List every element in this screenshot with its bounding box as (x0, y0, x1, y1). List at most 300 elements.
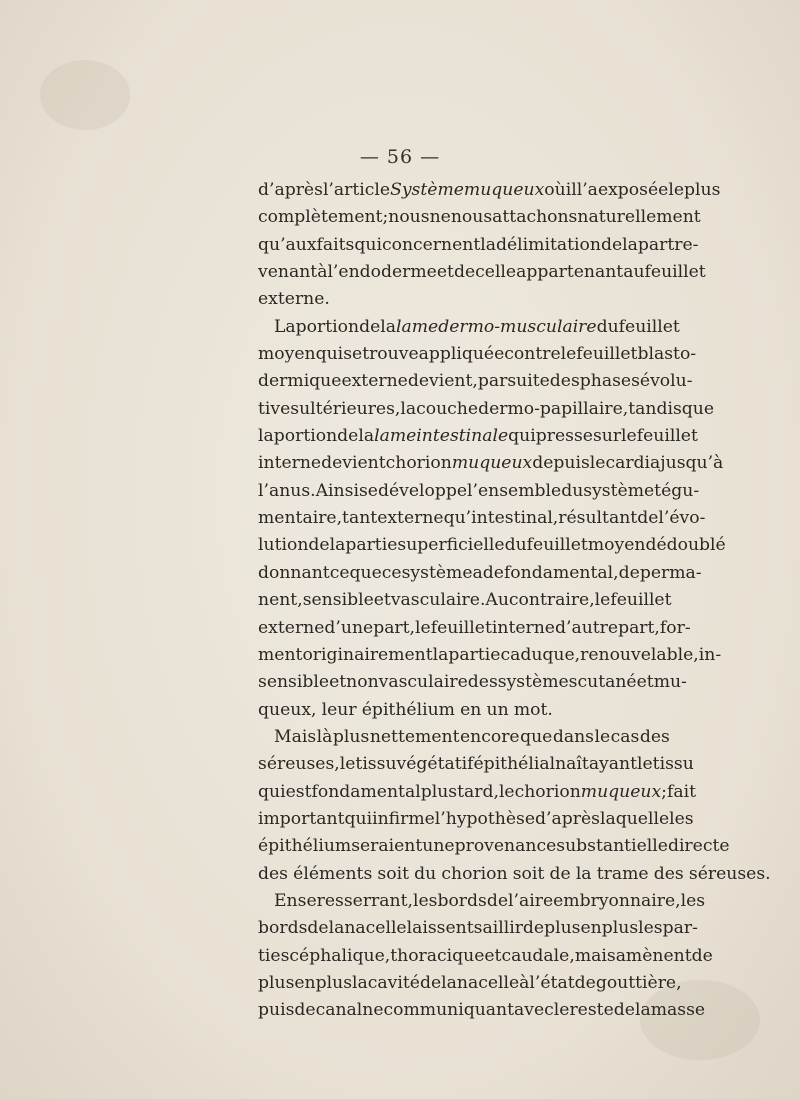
word: des (467, 672, 498, 693)
word: partie (448, 644, 501, 665)
word: laquelle (599, 808, 670, 829)
word: sur (592, 426, 622, 447)
word: portion (295, 316, 360, 337)
word: externe (258, 617, 325, 638)
word: épithélium (361, 699, 455, 720)
word: le (589, 453, 606, 474)
word: perma- (639, 562, 702, 583)
word: la (432, 644, 449, 665)
text-line (258, 997, 706, 1024)
word: que (681, 398, 715, 419)
word: portion (273, 426, 338, 447)
word: dans (552, 726, 594, 747)
word: en (460, 699, 482, 720)
word: originairement (302, 644, 433, 665)
word: nous (450, 207, 493, 228)
word: nacelle (344, 918, 407, 939)
word: des (549, 371, 580, 392)
word: le (553, 1000, 570, 1021)
word: in- (698, 644, 722, 665)
word: partie (345, 535, 398, 556)
word: par (477, 371, 508, 392)
word: part, (373, 617, 416, 638)
word: Système (390, 180, 464, 200)
word: tégu- (654, 480, 700, 501)
word: à (317, 262, 328, 283)
word: dermo-papillaire, (478, 398, 629, 419)
word: la (622, 234, 638, 255)
word: for- (659, 617, 691, 638)
word: chorion (385, 453, 452, 474)
word: de (482, 562, 504, 583)
word: queux, (258, 699, 317, 720)
word: gouttière, (595, 972, 682, 993)
text-line (258, 642, 722, 669)
word: feuillet (644, 262, 706, 283)
word: qui (315, 344, 344, 365)
text-line (258, 259, 706, 286)
word: muqueux (451, 453, 533, 474)
word: La (274, 316, 296, 337)
word: les (638, 918, 663, 939)
word: de (307, 918, 329, 939)
word: plus (332, 726, 370, 747)
word: et (636, 672, 654, 693)
word: l’évo- (658, 508, 706, 529)
word: le (498, 781, 515, 802)
text-line (258, 779, 696, 806)
word: non (346, 672, 379, 693)
word: a (472, 562, 483, 583)
word: devient, (407, 371, 478, 392)
word: de (574, 972, 596, 993)
text-line (258, 751, 694, 778)
word: complètement (258, 207, 383, 228)
text-line (258, 915, 698, 942)
word: de (337, 426, 359, 447)
word: naît (555, 754, 589, 775)
word: chorion (514, 781, 581, 802)
word: contre (504, 344, 561, 365)
word: mu- (653, 672, 687, 693)
text-line (258, 314, 680, 341)
word: qu’aux (258, 234, 317, 255)
word: les (680, 890, 706, 911)
word: séreuses. (688, 863, 771, 884)
text-line (258, 286, 670, 313)
word: chorion (441, 863, 508, 884)
word: par- (662, 918, 698, 939)
text-line (258, 177, 721, 204)
word: cas (610, 726, 640, 747)
word: où (544, 180, 566, 200)
word: le (415, 617, 431, 638)
text-line (258, 669, 687, 696)
text-line (258, 806, 694, 833)
word: ; (661, 781, 667, 802)
word: trame (596, 863, 649, 884)
word: lame (374, 426, 417, 447)
text-line (258, 505, 706, 532)
word: la (634, 1000, 651, 1021)
word: fait (666, 781, 696, 802)
word: sensible (302, 590, 374, 611)
word: plus (544, 918, 581, 939)
word: le (594, 726, 611, 747)
word: il (565, 180, 577, 200)
word: part (637, 234, 675, 255)
word: en (580, 918, 602, 939)
word: que (349, 562, 382, 583)
word: ment (258, 644, 303, 665)
word: lution (258, 535, 309, 556)
word: végétatif (396, 754, 474, 775)
word: mais (574, 945, 616, 966)
word: la (380, 316, 396, 337)
word: la (480, 234, 496, 255)
word: et (329, 672, 347, 693)
text-line (258, 587, 670, 614)
word: un (486, 699, 509, 720)
word: la (575, 863, 592, 884)
text-line (258, 450, 724, 477)
word: ayant (588, 754, 637, 775)
word: se (358, 480, 378, 501)
word: bords (437, 890, 487, 911)
word: phases (579, 371, 640, 392)
word: depuis (532, 453, 590, 474)
word: ne (362, 1000, 384, 1021)
word: donnant (258, 562, 330, 583)
word: les (669, 808, 694, 829)
word: de (419, 972, 442, 993)
word: système (583, 480, 655, 501)
word: et (373, 590, 391, 611)
word: resserrant, (316, 890, 413, 911)
word: qui (508, 426, 536, 447)
word: qui (258, 781, 286, 802)
word: soit (512, 863, 545, 884)
word: faits (316, 234, 355, 255)
word: blasto- (637, 344, 697, 365)
word: l’hypothèse (434, 808, 536, 829)
word: exposée (597, 180, 669, 200)
word: saillir (473, 918, 523, 939)
word: appartenant (516, 262, 624, 283)
word: puis (258, 1000, 295, 1021)
word: leur (321, 699, 357, 720)
word: venant (258, 262, 318, 283)
word: reste (569, 1000, 614, 1021)
word: seraient (351, 836, 423, 857)
word: interne (491, 617, 555, 638)
word: appliquée (418, 344, 505, 365)
word: de (308, 535, 330, 556)
word: cardia (605, 453, 661, 474)
word: externe. (258, 289, 330, 310)
word: renouvelable, (580, 644, 699, 665)
word: le (637, 754, 653, 775)
word: du (561, 480, 584, 501)
word: de (637, 508, 659, 529)
text-line (258, 478, 700, 505)
word: au (623, 262, 645, 283)
word: presse (535, 426, 593, 447)
word: l’article (322, 180, 391, 200)
word: et (436, 262, 454, 283)
word: embryonnaire, (553, 890, 681, 911)
word: moyen (258, 344, 316, 365)
word: d’autre (554, 617, 619, 638)
word: de (453, 262, 476, 283)
word: ties (258, 945, 290, 966)
word: encore (460, 726, 520, 747)
word: développe (377, 480, 468, 501)
word: système (401, 562, 473, 583)
word: se (343, 344, 363, 365)
page-number: — 56 — (359, 146, 441, 168)
word: les (412, 890, 438, 911)
word: Ainsi (315, 480, 359, 501)
word: soit (377, 863, 409, 884)
word: muqueux (463, 180, 545, 200)
word: tandis (628, 398, 682, 419)
word: dédoublé (645, 535, 726, 556)
text-line (258, 615, 691, 642)
word: la (358, 426, 375, 447)
word: feuillet (610, 590, 672, 611)
word: l’ensemble (467, 480, 562, 501)
word: tard, (457, 781, 499, 802)
word: caudale, (501, 945, 575, 966)
word: de (522, 918, 545, 939)
word: en (294, 972, 316, 993)
word: la (400, 398, 417, 419)
word: feuillet (526, 535, 588, 556)
word: qui (344, 808, 373, 829)
word: feuillet (618, 316, 680, 337)
text-line (258, 396, 715, 423)
word: bords (258, 918, 308, 939)
word: mentaire, (258, 508, 343, 529)
text-line (258, 697, 670, 724)
word: plus (684, 180, 721, 200)
word: externe (341, 371, 408, 392)
word: amènent (615, 945, 692, 966)
word: se (297, 890, 317, 911)
word: du (414, 863, 437, 884)
word: la (441, 972, 457, 993)
word: ne (429, 207, 451, 228)
word: intestinale (416, 426, 509, 447)
word: de (613, 1000, 635, 1021)
word: directe (667, 836, 730, 857)
word: externe (377, 508, 444, 529)
word: l’endoderme (327, 262, 437, 283)
text-line (258, 861, 771, 888)
text-line (258, 833, 730, 860)
word: communiquant (383, 1000, 515, 1021)
word: nous (388, 207, 430, 228)
word: interne (258, 453, 322, 474)
word: de (618, 562, 640, 583)
word: superficielle (397, 535, 505, 556)
word: laissent (406, 918, 474, 939)
word: d’après (258, 180, 323, 200)
word: devient (321, 453, 386, 474)
word: et (484, 945, 502, 966)
word: de (691, 945, 713, 966)
word: celle (475, 262, 517, 283)
word: là (316, 726, 333, 747)
text-line (258, 232, 699, 259)
word: provenance (454, 836, 557, 857)
word: du (504, 535, 527, 556)
word: plus (420, 781, 458, 802)
text-line (258, 204, 701, 231)
word: Mais (274, 726, 317, 747)
word: la (328, 918, 345, 939)
word: d’une (324, 617, 374, 638)
word: concernent (381, 234, 481, 255)
word: le (594, 590, 611, 611)
word: de (486, 890, 509, 911)
word: délimitation (496, 234, 601, 255)
word: thoracique (390, 945, 485, 966)
word: plus (601, 918, 639, 939)
word: important (258, 808, 345, 829)
word: moyen (587, 535, 646, 556)
text-line (258, 724, 670, 751)
word: tives (258, 398, 300, 419)
word: feuillet (576, 344, 638, 365)
word: Au (485, 590, 509, 611)
word: des (639, 726, 670, 747)
text-line (258, 368, 693, 395)
word: canal (315, 1000, 363, 1021)
word: caduque, (500, 644, 581, 665)
paper-stain (40, 60, 130, 130)
word: tant (342, 508, 378, 529)
word: nacelle (456, 972, 520, 993)
word: muqueux (580, 781, 662, 802)
word: feuillet (636, 426, 698, 447)
word: du (596, 316, 619, 337)
word: de (294, 1000, 316, 1021)
text-line (258, 341, 697, 368)
word: épithélial (473, 754, 556, 775)
word: ultérieures, (299, 398, 401, 419)
word: éléments (293, 863, 373, 884)
word: En (274, 890, 298, 911)
word: plus (315, 972, 353, 993)
word: vasculaire (378, 672, 468, 693)
word: le (621, 426, 637, 447)
word: ce (329, 562, 350, 583)
text-line (258, 888, 706, 915)
text-line (258, 970, 682, 997)
text-line (258, 943, 713, 970)
word: est (285, 781, 312, 802)
word: infirme (372, 808, 435, 829)
word: à (519, 972, 530, 993)
word: céphalique, (289, 945, 391, 966)
word: l’anus. (258, 480, 316, 501)
word: mot. (513, 699, 553, 720)
word: que (520, 726, 553, 747)
word: vasculaire. (390, 590, 486, 611)
word: qu’intestinal, (443, 508, 559, 529)
word: évolu- (639, 371, 693, 392)
word: couche (416, 398, 479, 419)
word: tissu (652, 754, 694, 775)
word: nettement (369, 726, 460, 747)
word: le (560, 344, 577, 365)
word: naturellement (577, 207, 701, 228)
word: trouve (362, 344, 419, 365)
word: de (600, 234, 623, 255)
word: résultant (558, 508, 638, 529)
word: des (258, 863, 288, 884)
word: de (549, 863, 571, 884)
word: épithélium (258, 836, 352, 857)
word: tissu (355, 754, 397, 775)
word: la (329, 535, 346, 556)
word: la (352, 972, 368, 993)
word: la (258, 426, 274, 447)
word: l’aire (508, 890, 554, 911)
word: masse (650, 1000, 706, 1021)
word: part, (618, 617, 660, 638)
word: sensible (258, 672, 330, 693)
word: plus (258, 972, 295, 993)
text-line (258, 560, 702, 587)
text-line (258, 532, 726, 559)
word: ; (382, 207, 389, 228)
word: le (339, 754, 356, 775)
word: systèmes (497, 672, 578, 693)
word: fondamental (311, 781, 421, 802)
word: re- (674, 234, 699, 255)
word: cutané (577, 672, 637, 693)
word: lame (396, 316, 439, 337)
word: des (653, 863, 684, 884)
word: fondamental, (503, 562, 619, 583)
word: séreuses, (258, 754, 340, 775)
word: avec (514, 1000, 554, 1021)
word: feuillet (430, 617, 492, 638)
text-line (258, 423, 698, 450)
word: dermo-musculaire (438, 316, 597, 337)
body-text (258, 177, 771, 1025)
word: ce (381, 562, 402, 583)
word: substantielle (556, 836, 668, 857)
word: l’a (576, 180, 598, 200)
word: dermique (258, 371, 342, 392)
word: de (359, 316, 381, 337)
word: cavité (367, 972, 420, 993)
word: contraire, (508, 590, 595, 611)
word: attachons (492, 207, 578, 228)
word: suite (507, 371, 550, 392)
word: une (422, 836, 455, 857)
word: jusqu’à (660, 453, 724, 474)
word: l’état (529, 972, 575, 993)
word: qui (354, 234, 382, 255)
word: le (668, 180, 684, 200)
word: d’après (535, 808, 600, 829)
word: nent, (258, 590, 303, 611)
